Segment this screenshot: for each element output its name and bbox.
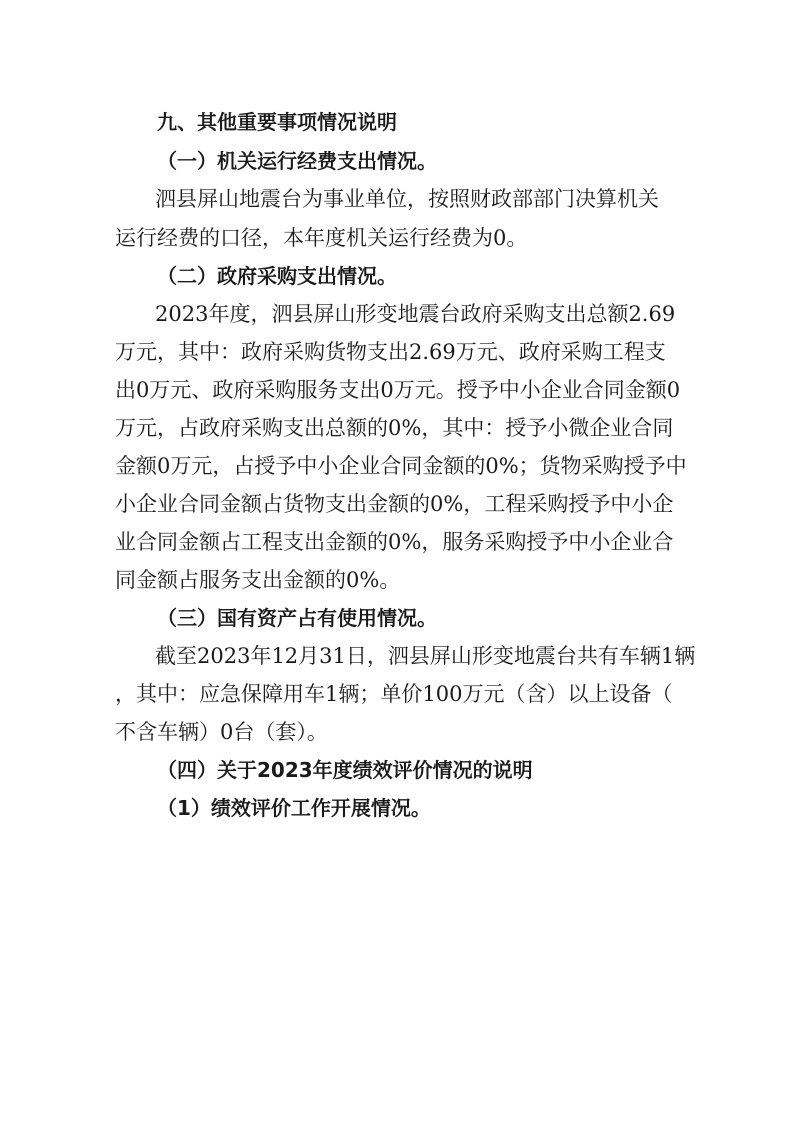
paragraph-line: 出0万元、政府采购服务支出0万元。授予中小企业合同金额0: [115, 378, 681, 402]
paragraph-line: 同金额占服务支出金额的0%。: [115, 568, 401, 592]
section-heading: 九、其他重要事项情况说明: [157, 110, 397, 134]
subsection-heading-1: （一）机关运行经费支出情况。: [157, 149, 437, 173]
paragraph-line: 小企业合同金额占货物支出金额的0%，工程采购授予中小企: [115, 492, 674, 516]
paragraph-line: 2023年度，泗县屏山形变地震台政府采购支出总额2.69: [155, 302, 676, 326]
paragraph-line: 业合同金额占工程支出金额的0%，服务采购授予中小企业合: [115, 530, 674, 554]
subsection-heading-4: （四）关于2023年度绩效评价情况的说明: [157, 758, 533, 782]
paragraph-line: 截至2023年12月31日，泗县屏山形变地震台共有车辆1辆: [155, 644, 696, 668]
paragraph-line: 运行经费的口径，本年度机关运行经费为0。: [115, 226, 528, 250]
paragraph-line: 泗县屏山地震台为事业单位，按照财政部部门决算机关: [155, 187, 659, 211]
subsection-heading-5: （1）绩效评价工作开展情况。: [157, 796, 431, 820]
subsection-heading-3: （三）国有资产占有使用情况。: [157, 606, 437, 630]
paragraph-line: ，其中：应急保障用车1辆；单价100万元（含）以上设备（: [115, 682, 673, 706]
paragraph-line: 万元，其中：政府采购货物支出2.69万元、政府采购工程支: [115, 340, 666, 364]
paragraph-line: 万元，占政府采购支出总额的0%，其中：授予小微企业合同: [115, 416, 674, 440]
subsection-heading-2: （二）政府采购支出情况。: [157, 264, 397, 288]
paragraph-line: 不含车辆）0台（套）。: [115, 720, 328, 744]
paragraph-line: 金额0万元，占授予中小企业合同金额的0%；货物采购授予中: [115, 454, 687, 478]
